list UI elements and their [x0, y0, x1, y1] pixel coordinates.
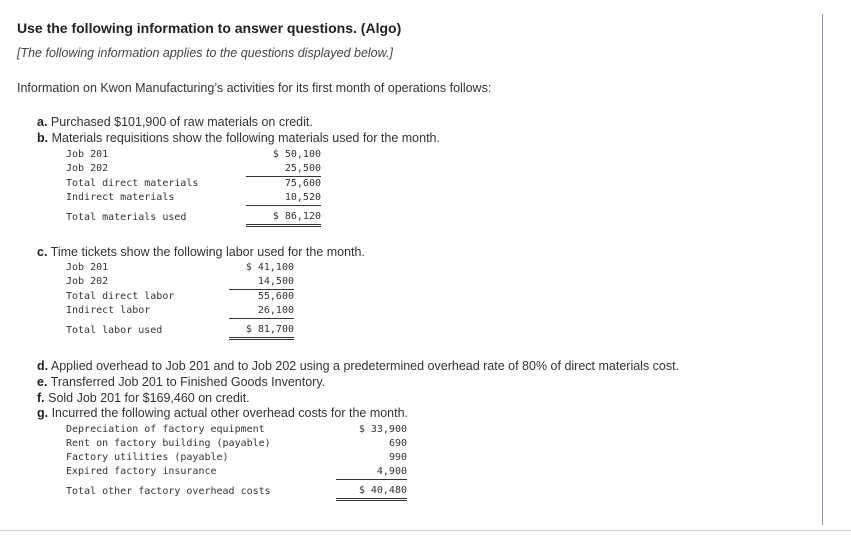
item-b [37, 131, 440, 145]
row-label: Expired factory insurance [66, 466, 217, 478]
row-amount: 690 [388, 438, 407, 449]
row-amount: 990 [388, 452, 407, 463]
row-label: Total materials used [66, 211, 187, 223]
row-amount: $ 81,700 [229, 319, 294, 339]
table-row [66, 148, 321, 162]
item-text: Materials requisitions show the following materials used for the month. [48, 131, 440, 145]
item-letter: f. [37, 391, 45, 405]
intro-text: Information on Kwon Manufacturing’s activities for its first month of operations follows: [17, 81, 492, 95]
item-letter: g. [37, 406, 49, 420]
item-e [37, 375, 325, 389]
table-row [66, 162, 321, 177]
row-amount: $ 86,120 [246, 206, 321, 226]
item-letter: e. [37, 375, 48, 389]
table-row [66, 480, 407, 500]
item-text: Sold Job 201 for $169,460 on credit. [44, 391, 250, 405]
item-d [37, 359, 679, 373]
item-c [37, 245, 365, 259]
row-label: Total direct labor [66, 290, 175, 302]
row-label: Depreciation of factory equipment [66, 424, 265, 435]
item-g [37, 406, 408, 420]
row-amount: 4,900 [336, 465, 407, 480]
table-row [66, 290, 294, 305]
labor-table [66, 261, 294, 340]
row-label: Job 202 [66, 276, 109, 288]
row-label: Indirect materials [66, 192, 175, 204]
table-row [66, 304, 294, 319]
row-label: Job 201 [66, 262, 109, 273]
item-letter: a. [37, 115, 48, 129]
bottom-divider [0, 530, 851, 531]
right-divider [822, 14, 823, 525]
item-text: Time tickets show the following labor used for the month. [47, 245, 365, 259]
row-label: Job 202 [66, 163, 109, 175]
materials-table [66, 148, 321, 227]
item-text: Applied overhead to Job 201 and to Job 202 using a predetermined overhead rate of 80% of direct materials cost. [48, 359, 680, 373]
row-amount: $ 40,480 [336, 480, 407, 500]
row-label: Total other factory overhead costs [66, 485, 271, 497]
row-amount: 26,100 [229, 304, 294, 319]
table-row [66, 275, 294, 290]
page-title: Use the following information to answer questions. (Algo) [17, 20, 402, 36]
table-row [66, 423, 407, 437]
row-amount: 14,500 [229, 275, 294, 290]
row-label: Total direct materials [66, 177, 199, 189]
table-row [66, 206, 321, 226]
table-row [66, 191, 321, 206]
row-label: Rent on factory building (payable) [66, 438, 271, 449]
row-label: Job 201 [66, 149, 109, 160]
item-f [37, 391, 250, 405]
row-amount: $ 41,100 [245, 262, 294, 273]
row-amount: $ 33,900 [358, 424, 407, 435]
item-a [37, 115, 313, 129]
overhead-table [66, 423, 407, 501]
row-label: Factory utilities (payable) [66, 452, 229, 463]
table-row [66, 437, 407, 451]
table-row [66, 177, 321, 192]
row-amount: 55,600 [257, 291, 294, 302]
table-row [66, 451, 407, 465]
row-amount: 10,520 [246, 191, 321, 206]
row-amount: 75,600 [284, 178, 321, 189]
item-text: Purchased $101,900 of raw materials on credit. [47, 115, 313, 129]
table-row [66, 465, 407, 480]
item-text: Incurred the following actual other overhead costs for the month. [48, 406, 409, 420]
table-row [66, 261, 294, 275]
item-letter: c. [37, 245, 48, 259]
row-label: Total labor used [66, 324, 163, 336]
item-letter: b. [37, 131, 49, 145]
table-row [66, 319, 294, 339]
row-amount: 25,500 [246, 162, 321, 177]
item-letter: d. [37, 359, 49, 373]
item-text: Transferred Job 201 to Finished Goods Inventory. [47, 375, 326, 389]
row-label: Indirect labor [66, 305, 151, 317]
row-amount: $ 50,100 [272, 149, 321, 160]
page-subtitle: [The following information applies to the questions displayed below.] [17, 46, 393, 60]
